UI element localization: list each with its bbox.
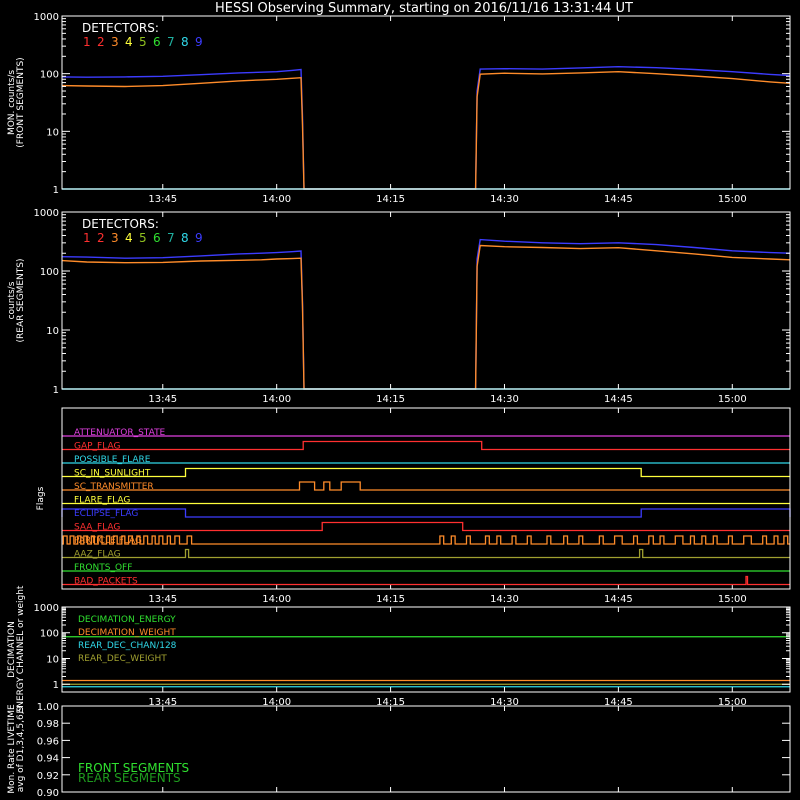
detector-label: 4 [125,231,133,245]
x-tick-label: 14:45 [603,594,633,605]
flag-label: FRONTS_OFF [74,563,133,573]
detector-label: 9 [195,35,203,49]
x-tick-label: 14:00 [262,697,292,708]
y-tick-label: 1000 [33,603,59,614]
y-tick-label: 1 [52,680,59,692]
x-tick-label: 14:15 [376,394,405,405]
y-tick-label: 0.90 [36,788,59,799]
y-tick-label: 0.94 [36,753,59,765]
y-tick-label: 100 [39,628,59,640]
x-tick-label: 14:00 [262,394,292,405]
y-axis-label: DECIMATION [7,621,17,678]
x-tick-label: 14:45 [603,194,633,205]
y-axis-label: avg of D1,3,4,5,6,9 [16,705,26,793]
detector-label: 1 [83,35,91,49]
x-tick-label: 14:15 [376,697,405,708]
detector-label: 7 [167,35,175,49]
x-tick-label: 14:00 [262,194,292,205]
flag-label: PARTICLE FLAG [74,536,142,546]
y-tick-label: 10 [46,127,59,139]
detector-label: 9 [195,231,203,245]
detector-label: 5 [139,231,147,245]
detector-label: 3 [111,231,119,245]
y-tick-label: 0.96 [36,736,59,748]
y-axis-label: (REAR SEGMENTS) [16,258,26,343]
detector-label: 3 [111,35,119,49]
y-axis-label: Mon. Rate LIVETIME [7,704,17,794]
x-tick-label: 13:45 [148,194,178,205]
y-tick-label: 1 [52,385,59,396]
y-tick-label: 10 [46,654,59,666]
x-tick-label: 15:00 [717,194,747,205]
flag-label: ATTENUATOR_STATE [74,428,166,438]
y-axis-label: MON. counts/s [7,69,17,136]
x-tick-label: 14:45 [603,697,633,708]
detector-label: 5 [139,35,147,49]
detector-label: 7 [167,231,175,245]
legend-label: DECIMATION_WEIGHT [78,628,176,638]
x-tick-label: 14:00 [262,594,292,605]
legend-label: REAR_DEC_WEIGHT [78,654,167,664]
x-tick-label: 14:15 [376,594,405,605]
x-tick-label: 15:00 [717,594,747,605]
detector-label: 4 [125,35,133,49]
detector-label: 8 [181,231,189,245]
y-axis-label: Flags [36,486,46,511]
detector-label: 2 [97,231,105,245]
legend-label: FRONT SEGMENTS [78,761,190,775]
x-tick-label: 13:45 [148,697,178,708]
chart-title: HESSI Observing Summary, starting on 2016/11/16 13:31:44 UT [215,1,633,16]
x-tick-label: 14:45 [603,394,633,405]
flag-label: AAZ_FLAG [74,549,121,560]
detectors-header: DETECTORS: [82,21,159,35]
x-tick-label: 14:15 [376,194,405,205]
detector-label: 8 [181,35,189,49]
x-tick-label: 15:00 [717,697,747,708]
detector-label: 2 [97,35,105,49]
flag-label: ECLIPSE_FLAG [74,509,139,519]
y-tick-label: 100 [39,267,59,278]
y-tick-label: 1.00 [36,702,59,713]
x-tick-label: 14:30 [490,697,519,708]
detector-label: 6 [153,231,161,245]
x-tick-label: 14:30 [490,194,519,205]
flag-label: SC_TRANSMITTER [74,482,154,492]
y-axis-label: counts/s [7,281,17,320]
flag-label: SAA_FLAG [74,522,121,533]
detector-label: 6 [153,35,161,49]
flag-label: POSSIBLE_FLARE [74,455,151,465]
y-tick-label: 0.98 [36,719,59,731]
y-tick-label: 10 [46,326,59,337]
legend-label: REAR_DEC_CHAN/128 [78,641,177,651]
x-tick-label: 13:45 [148,394,178,405]
x-tick-label: 14:30 [490,394,519,405]
y-tick-label: 1000 [33,12,59,23]
y-tick-label: 0.92 [36,770,59,782]
flag-label: SC_IN_SUNLIGHT [74,468,151,479]
flag-label: GAP_FLAG [74,441,121,452]
legend-label: REAR SEGMENTS [78,771,181,785]
x-tick-label: 15:00 [717,394,747,405]
y-tick-label: 100 [39,69,59,81]
x-tick-label: 13:45 [148,594,178,605]
detector-label: 1 [83,231,91,245]
y-axis-label: ENERGY CHANNEL or weight [16,585,26,714]
x-tick-label: 14:30 [490,594,519,605]
detectors-header: DETECTORS: [82,217,159,231]
flag-label: FLARE_FLAG [74,495,131,506]
y-tick-label: 1000 [33,208,59,219]
y-tick-label: 1 [52,185,59,196]
flag-label: BAD_PACKETS [74,576,138,587]
legend-label: DECIMATION_ENERGY [78,615,176,625]
y-axis-label: (FRONT SEGMENTS) [16,57,26,148]
